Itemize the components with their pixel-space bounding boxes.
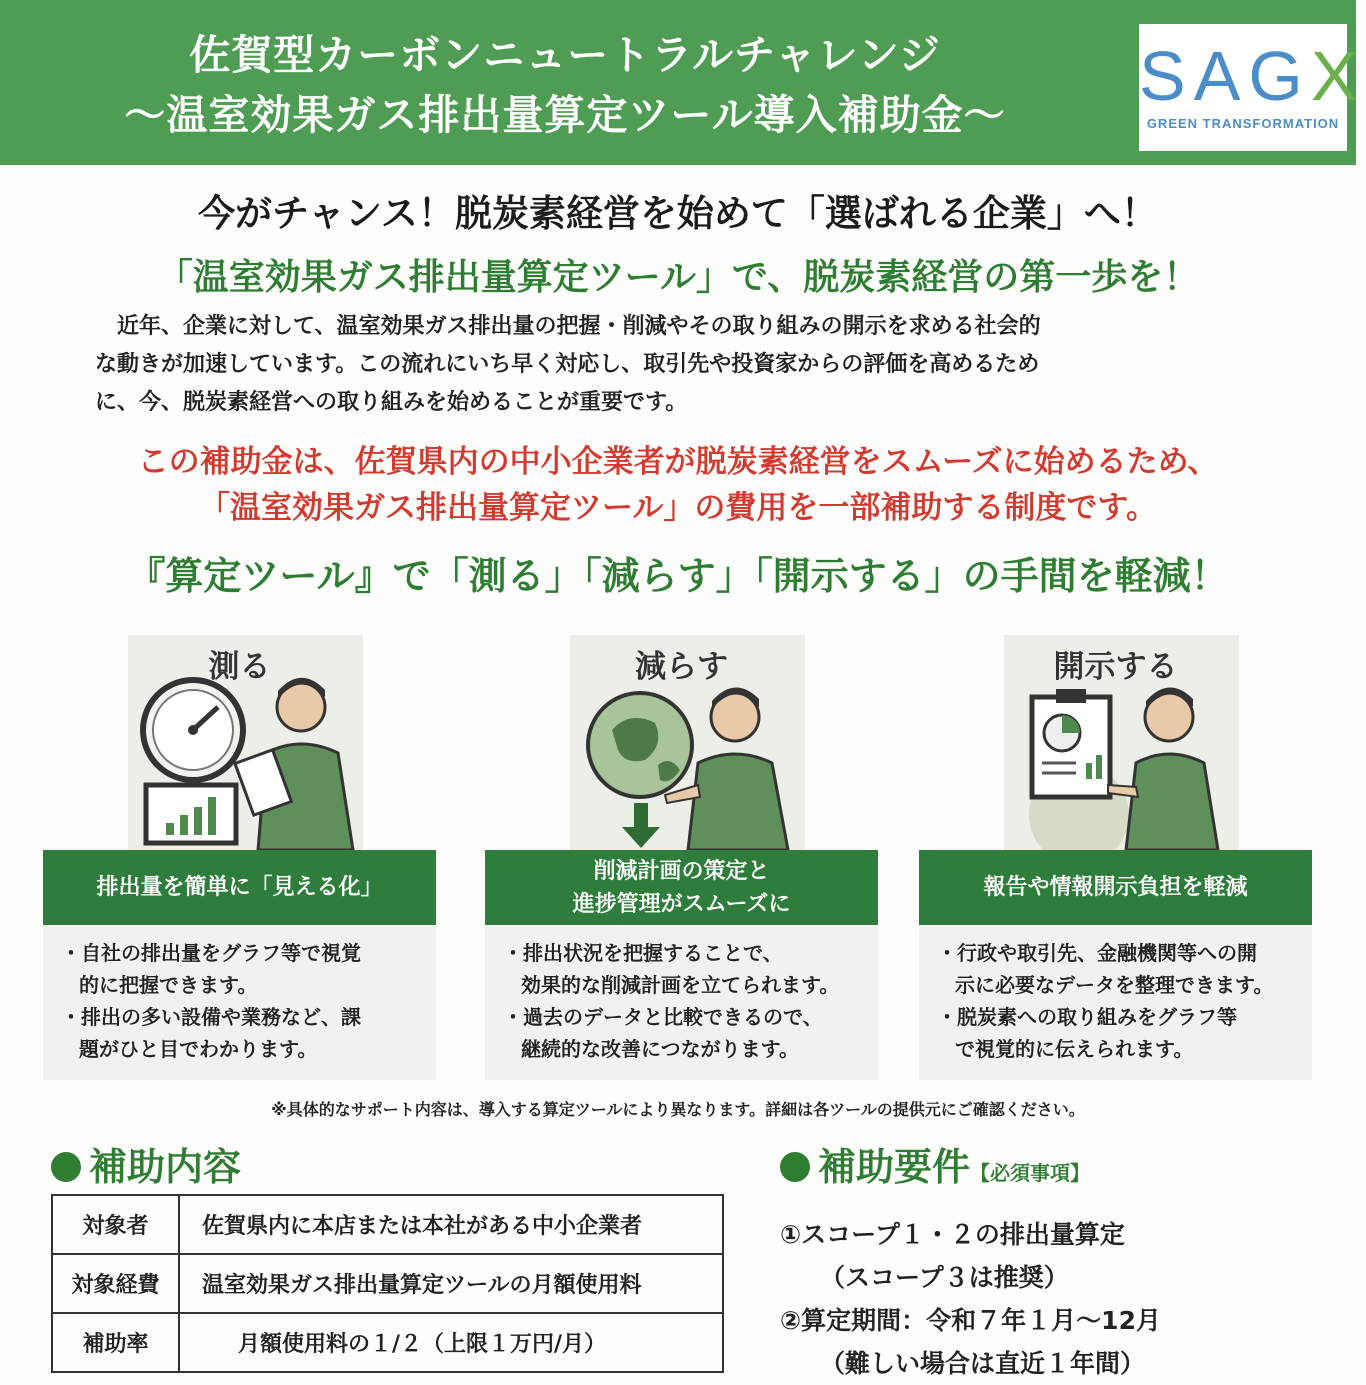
bullet-line: 示に必要なデータを整理できます。 <box>955 973 1274 997</box>
header-title-line1: 佐賀型カーボンニュートラルチャレンジ <box>189 31 941 79</box>
bullet-dot-icon <box>780 1152 810 1182</box>
red-statement-line2: 「温室効果ガス排出量算定ツール」の費用を一部補助する制度です。 <box>199 490 1157 526</box>
footnote: ※具体的なサポート内容は、導入する算定ツールにより異なります。詳細は各ツールの提供元にご確認ください。 <box>271 1100 1085 1119</box>
bullet-line: 題がひと目でわかります。 <box>79 1037 318 1061</box>
requirements-heading <box>780 1136 1090 1191</box>
band-text: 報告や情報開示負担を軽減 <box>983 875 1248 900</box>
bullet-item <box>61 937 436 1001</box>
requirements-list <box>780 1213 1161 1385</box>
bullet-line: ・脱炭素への取り組みをグラフ等 <box>937 1005 1237 1029</box>
measure-illustration <box>128 635 363 850</box>
bullet-line: 的に把握できます。 <box>79 973 258 997</box>
bullet-line: ・自社の排出量をグラフ等で視覚 <box>61 941 361 965</box>
row-label: 対象経費 <box>52 1254 179 1313</box>
bullet-line: で視覚的に伝えられます。 <box>955 1037 1194 1061</box>
red-statement-line1: この補助金は、佐賀県内の中小企業者が脱炭素経営をスムーズに始めるため、 <box>137 444 1219 480</box>
bullet-item <box>503 937 878 1001</box>
bullet-line: ・排出状況を把握することで、 <box>503 941 783 965</box>
row-value: 温室効果ガス排出量算定ツールの月額使用料 <box>179 1254 723 1313</box>
bullet-item <box>937 937 1312 1001</box>
intro-paragraph <box>95 308 1275 422</box>
support-table <box>51 1194 724 1373</box>
support-heading <box>51 1136 241 1191</box>
row-value: 佐賀県内に本店または本社がある中小企業者 <box>179 1195 723 1254</box>
bullet-line: 効果的な削減計画を立てられます。 <box>521 973 840 997</box>
bullet-line: ・過去のデータと比較できるので、 <box>503 1005 823 1029</box>
row-value: 月額使用料の１/２（上限１万円/月） <box>179 1313 723 1372</box>
sagx-logo <box>1139 24 1366 151</box>
logo-x-letter: X <box>1310 37 1366 115</box>
bullet-item <box>937 1001 1312 1065</box>
band-text: 削減計画の策定と <box>593 858 770 884</box>
band-text: 進捗管理がスムーズに <box>572 891 791 917</box>
card-band <box>43 850 436 925</box>
intro-line: な動きが加速しています。この流れにいち早く対応し、取引先や投資家からの評価を高めるため <box>95 352 1040 377</box>
bullet-line: ・排出の多い設備や業務など、課 <box>61 1005 361 1029</box>
bullet-item <box>503 1001 878 1065</box>
card-band <box>919 850 1312 925</box>
requirement-line: ②算定期間：令和７年１月～12月 <box>780 1306 1161 1335</box>
requirement-line: ①スコープ１・２の排出量算定 <box>780 1220 1125 1249</box>
feature-card-reduce <box>485 635 878 1080</box>
feature-card-disclose <box>919 635 1312 1080</box>
logo-word: SAG <box>1139 37 1311 115</box>
row-label: 対象者 <box>52 1195 179 1254</box>
bullet-line: 継続的な改善につながります。 <box>521 1037 799 1061</box>
card-band <box>485 850 878 925</box>
bullet-item <box>61 1001 436 1065</box>
sub-headline: 「温室効果ガス排出量算定ツール」で、脱炭素経営の第一歩を！ <box>156 256 1200 298</box>
requirements-heading-text: 補助要件 <box>818 1144 971 1189</box>
card-description <box>919 925 1312 1080</box>
feature-card-measure <box>43 635 436 1080</box>
main-headline: 今がチャンス！脱炭素経営を始めて「選ばれる企業」へ！ <box>198 191 1158 235</box>
table-row <box>52 1254 723 1313</box>
row-label: 補助率 <box>52 1313 179 1372</box>
tagline: 『算定ツール』で「測る」「減らす」「開示する」の手間を軽減！ <box>127 553 1229 598</box>
support-heading-text: 補助内容 <box>89 1144 242 1189</box>
reduce-illustration <box>570 635 805 850</box>
intro-line: 近年、企業に対して、温室効果ガス排出量の把握・削減やその取り組みの開示を求める社会的 <box>95 314 1041 339</box>
logo-subtitle: GREEN TRANSFORMATION <box>1146 116 1340 131</box>
intro-line: に、今、脱炭素経営への取り組みを始めることが重要です。 <box>95 390 688 415</box>
card-description <box>43 925 436 1080</box>
requirements-note: 【必須事項】 <box>970 1161 1091 1185</box>
disclose-illustration <box>1004 635 1239 850</box>
card-title: 開示する <box>1053 649 1178 685</box>
bullet-line: ・行政や取引先、金融機関等への開 <box>937 941 1257 965</box>
requirement-line: （スコープ３は推奨） <box>820 1263 1069 1292</box>
requirement-line: （難しい場合は直近１年間） <box>820 1349 1146 1378</box>
card-title: 減らす <box>635 649 728 685</box>
band-text: 排出量を簡単に「見える化」 <box>96 875 383 900</box>
bullet-dot-icon <box>51 1152 81 1182</box>
table-row <box>52 1195 723 1254</box>
header-title-line2: ～温室効果ガス排出量算定ツール導入補助金～ <box>124 91 1006 139</box>
card-title: 測る <box>208 649 271 685</box>
card-description <box>485 925 878 1080</box>
table-row <box>52 1313 723 1372</box>
